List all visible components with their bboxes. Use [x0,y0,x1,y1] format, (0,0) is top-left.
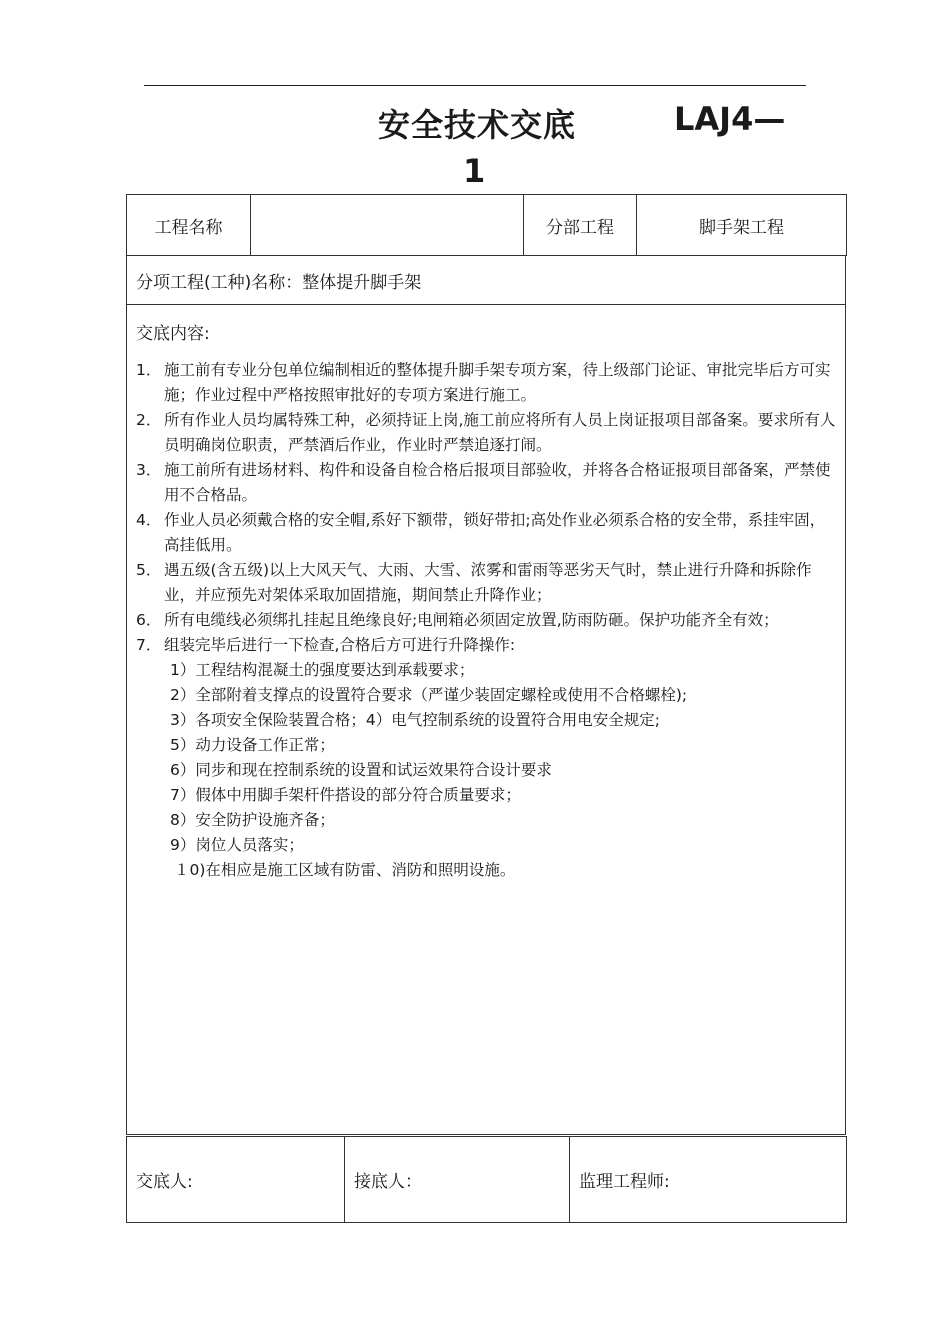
project-name-label: 工程名称 [127,195,251,256]
content-row [127,305,846,1135]
signature-table [126,1136,847,1223]
item-number: 5． [136,561,162,579]
supervisor-label: 监理工程师: [570,1137,847,1223]
subitem-table [126,255,846,1135]
check-subitem: 3）各项安全保险装置合格；4）电气控制系统的设置符合用电安全规定; [170,711,660,729]
check-subitem: 1）工程结构混凝土的强度要达到承载要求； [170,661,475,679]
content-cell [127,305,846,1135]
check-subitem: 8）安全防护设施齐备； [170,811,335,829]
title-row [0,100,950,150]
subitem-row [127,256,846,305]
check-subitem: 9）岗位人员落实； [170,836,304,854]
project-name-value [251,195,524,256]
item-number: 2． [136,411,162,429]
division-label: 分部工程 [524,195,637,256]
content-item [136,508,837,558]
item-text: 施工前所有进场材料、构件和设备自检合格后报项目部验收，并将各合格证报项目部备案，严禁使用不合格品。 [164,461,831,504]
document-code: LAJ4— [674,100,786,138]
division-value: 脚手架工程 [637,195,847,256]
content-item [136,408,837,458]
content-item [136,558,837,608]
content-item [136,633,837,658]
project-header-row [127,195,847,256]
content-label: 交底内容: [136,324,210,344]
check-subitem: １0)在相应是施工区域有防雷、消防和照明设施。 [174,861,516,879]
receiver-label: 接底人： [345,1137,570,1223]
check-subitem: 7）假体中用脚手架杆件搭设的部分符合质量要求； [170,786,521,804]
discloser-label: 交底人: [127,1137,345,1223]
item-number: 3． [136,461,162,479]
item-number: 4． [136,511,162,529]
document-title: 安全技术交底 [378,106,577,144]
check-subitem: 6）同步和现在控制系统的设置和试运效果符合设计要求 [170,761,552,779]
disclosure-form-table [126,194,847,256]
item-text: 施工前有专业分包单位编制相近的整体提升脚手架专项方案，待上级部门论证、审批完毕后方可实施；作业过程中严格按照审批好的专项方案进行施工。 [164,361,831,404]
document-code-continued: 1 [463,152,486,190]
item-text: 所有作业人员均属特殊工种，必须持证上岗,施工前应将所有人员上岗证报项目部备案。要求所有人员明确岗位职责，严禁酒后作业，作业时严禁追逐打闹。 [164,411,836,454]
item-number: 6． [136,611,162,629]
item-text: 遇五级(含五级)以上大风天气、大雨、大雪、浓雾和雷雨等恶劣天气时，禁止进行升降和拆除作业，并应预先对架体采取加固措施，期间禁止升降作业； [164,561,812,604]
item-number: 7． [136,636,162,654]
signature-row [127,1137,847,1223]
item-text: 所有电缆线必须绑扎挂起且绝缘良好;电闸箱必须固定放置,防雨防砸。保护功能齐全有效； [164,611,779,629]
item-number: 1． [136,361,162,379]
check-subitem: 5）动力设备工作正常； [170,736,335,754]
top-rule [144,85,806,86]
content-item [136,608,837,633]
item-text: 作业人员必须戴合格的安全帽,系好下额带，锁好带扣;高处作业必须系合格的安全带，系挂牢固，高挂低用。 [164,511,826,554]
check-subitem: 2）全部附着支撑点的设置符合要求（严谨少装固定螺栓或使用不合格螺栓); [170,686,688,704]
item-text: 组装完毕后进行一下检查,合格后方可进行升降操作: [164,636,516,654]
subitem-name: 分项工程(工种)名称：整体提升脚手架 [127,256,846,305]
content-items [136,358,837,658]
content-subitems [136,658,837,883]
content-item [136,358,837,408]
content-item [136,458,837,508]
